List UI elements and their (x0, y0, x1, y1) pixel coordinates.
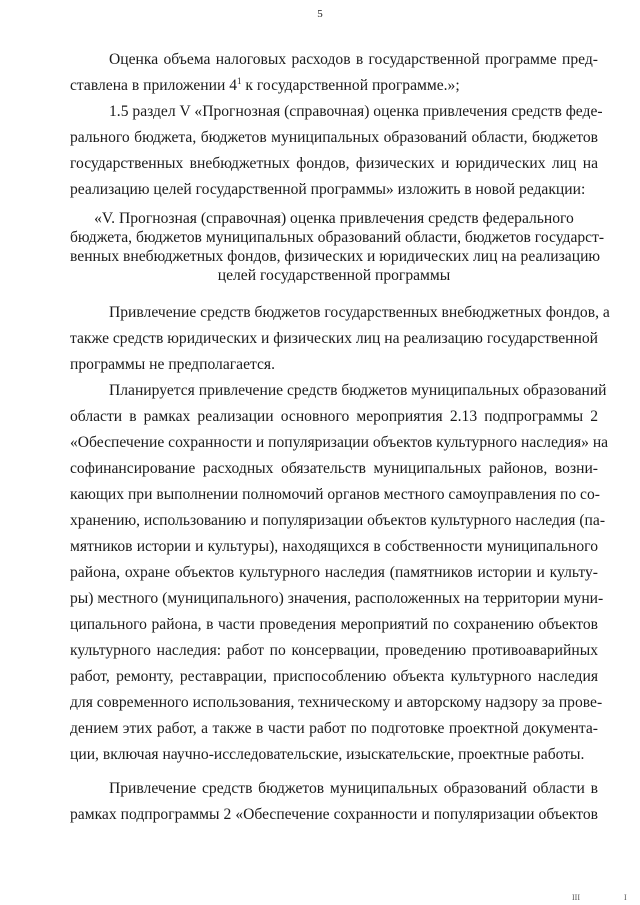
text-line: программы не предполагается. (70, 356, 275, 373)
text-line: района, охране объектов культурного наследия (памятников истории и культу- (70, 564, 598, 581)
text-line: работ, ремонту, реставрации, приспособлению объекта культурного наследия (70, 668, 598, 685)
text-line: области в рамках реализации основного мероприятия 2.13 подпрограммы 2 (70, 408, 598, 425)
text-line: рамках подпрограммы 2 «Обеспечение сохранности и популяризации объектов (70, 806, 598, 823)
paragraph-subprogram-2 (70, 776, 598, 828)
text-line: 1.5 раздел V «Прогнозная (справочная) оценка привлечения средств феде- (109, 103, 603, 120)
text-line: Оценка объема налоговых расходов в государственной программе пред- (109, 51, 598, 68)
footer-mark: III (572, 893, 580, 902)
text-line: также средств юридических и физических лиц на реализацию государственной (70, 330, 598, 347)
text-line: ции, включая научно-исследовательские, изыскательские, проектные работы. (70, 746, 585, 763)
text-line: ципального района, в части проведения мероприятий по сохранению объектов (70, 616, 598, 633)
paragraph-tax-expenses (70, 47, 598, 99)
text-line: хранению, использованию и популяризации объектов культурного наследия (па- (70, 512, 606, 529)
heading-line: венных внебюджетных фондов, физических и юридических лиц на реализацию (70, 248, 601, 265)
footer-mark: I (624, 893, 627, 902)
paragraph-section-amendment (70, 99, 603, 203)
text-line: ставлена в приложении $4^1$ к государственной программе.»; (70, 75, 460, 94)
text-line: для современного использования, техническому и авторскому надзору за прове- (70, 694, 603, 711)
text-line: реализацию целей государственной программы» изложить в новой редакции: (70, 181, 586, 198)
text-line: культурного наследия: работ по консервации, проведению противоаварийных (70, 642, 598, 659)
text-line: государственных внебюджетных фондов, физических и юридических лиц на (70, 155, 598, 172)
text-line: кающих при выполнении полномочий органов местного самоуправления по со- (70, 486, 600, 503)
text-line: «Обеспечение сохранности и популяризации объектов культурного наследия» на (70, 434, 609, 451)
text-line: рального бюджета, бюджетов муниципальных образований области, бюджетов (70, 129, 598, 146)
text-line: Привлечение средств бюджетов муниципальных образований области в (109, 780, 598, 797)
superscript: 1 (237, 75, 242, 86)
paragraph-municipal-funding (70, 378, 609, 768)
text-line: ры) местного (муниципального) значения, расположенных на территории муни- (70, 590, 604, 607)
section-heading (70, 209, 605, 285)
text-line: Планируется привлечение средств бюджетов муниципальных образований (109, 382, 607, 399)
text-line: Привлечение средств бюджетов государственных внебюджетных фондов, а (109, 304, 610, 321)
page-number: 5 (317, 8, 323, 20)
text-line: мятников истории и культуры), находящихся в собственности муниципального (70, 538, 598, 555)
heading-line: бюджета, бюджетов муниципальных образований области, бюджетов государст- (70, 229, 605, 246)
heading-line: «V. Прогнозная (справочная) оценка привлечения средств федерального (94, 210, 574, 227)
heading-line: целей государственной программы (217, 267, 451, 284)
paragraph-extrabudgetary (70, 300, 610, 378)
text-line: дением этих работ, а также в части работ по подготовке проектной документа- (70, 720, 598, 737)
text-line: софинансирование расходных обязательств муниципальных районов, возни- (70, 460, 598, 477)
